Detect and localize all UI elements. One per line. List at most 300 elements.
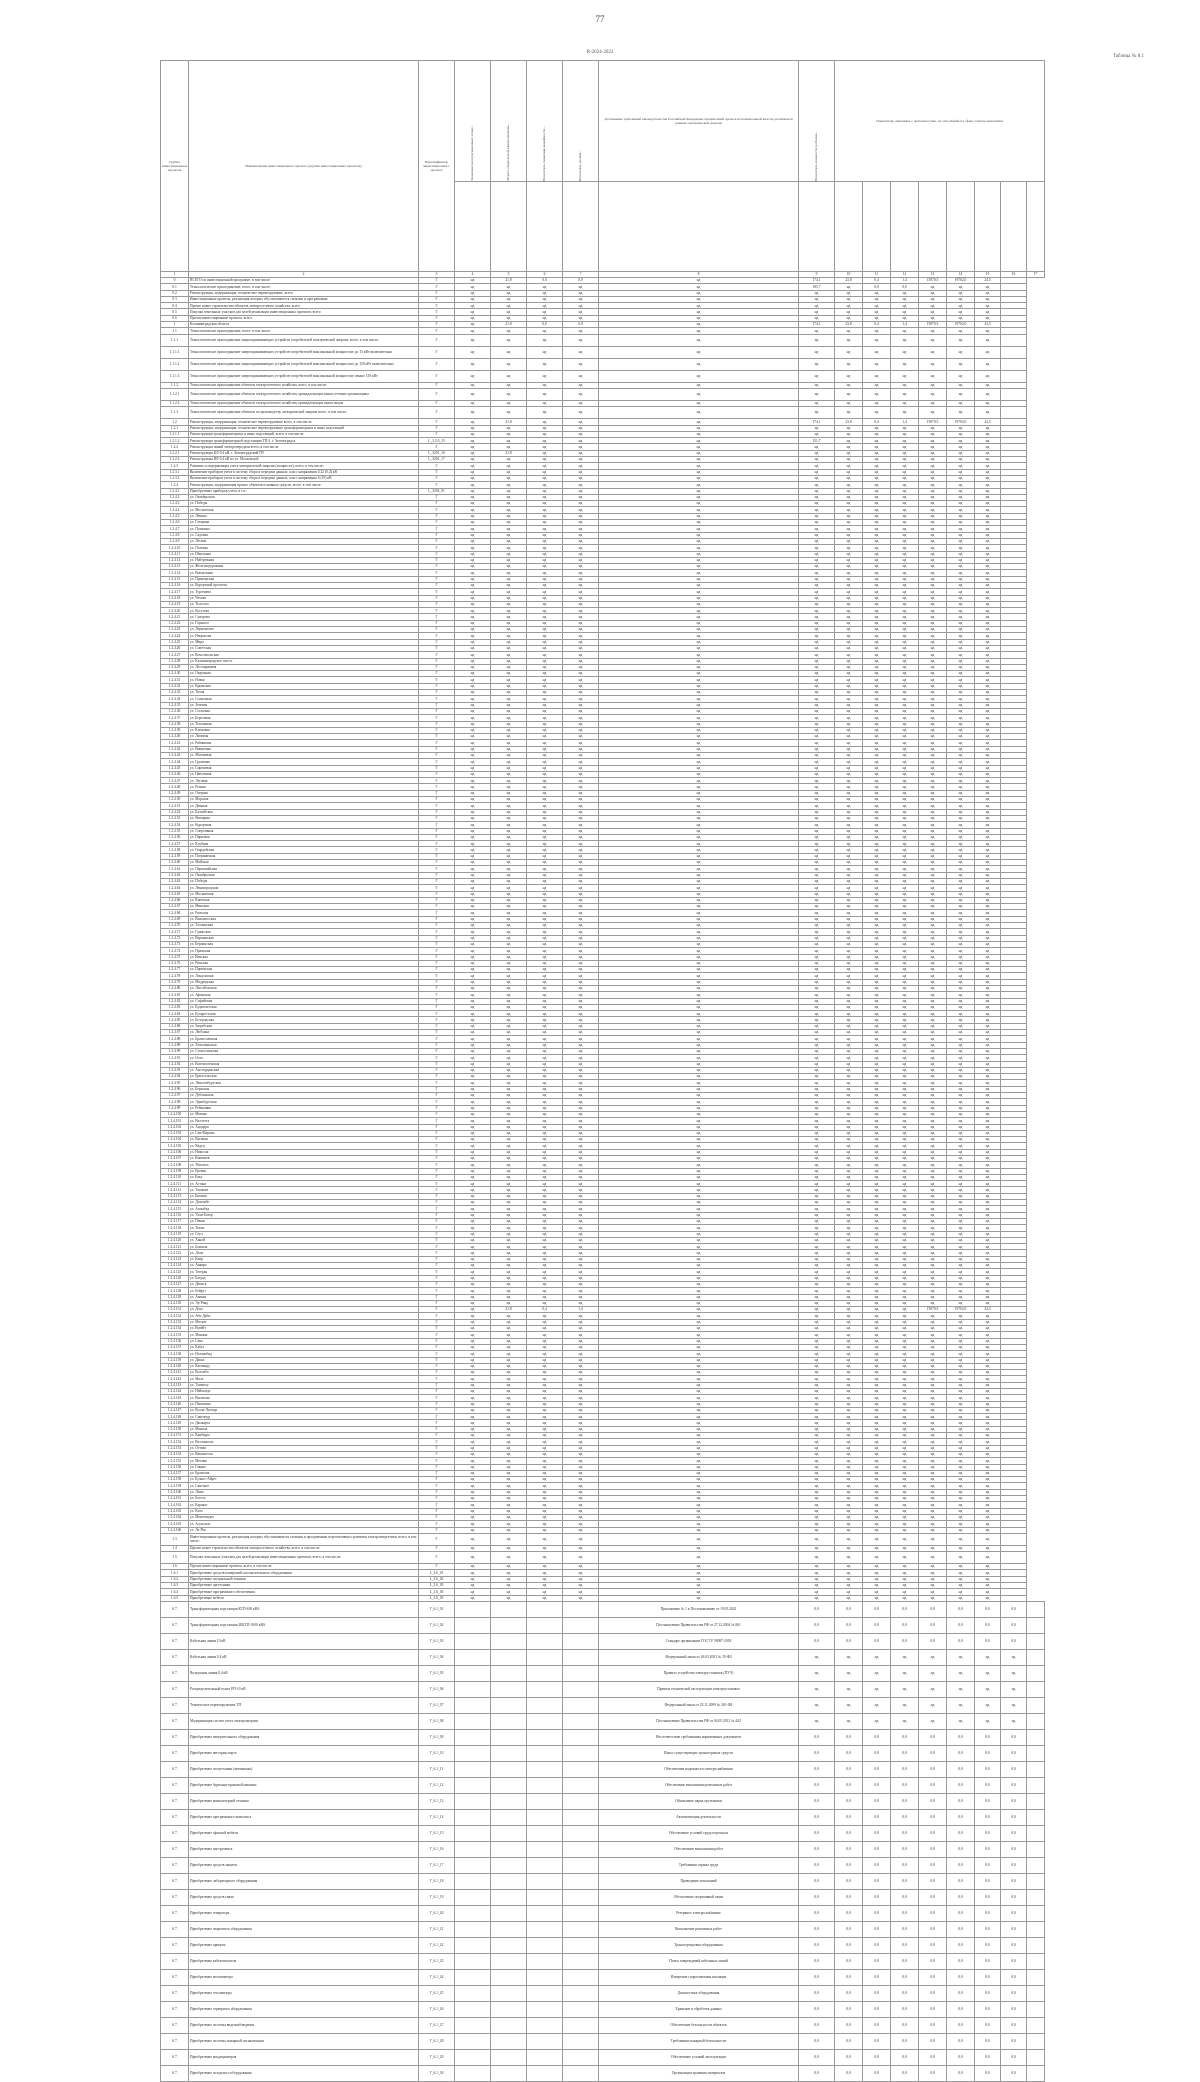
row-value: нд xyxy=(891,358,919,370)
row-name: Реконструкция, модернизация прочих объектов основных средств, всего, в том числе: xyxy=(189,482,419,488)
row-value: нд xyxy=(527,620,563,626)
row-value xyxy=(455,1969,491,1985)
row-value: 1,4 xyxy=(891,322,919,328)
row-value: нд xyxy=(891,438,919,444)
row-value: нд xyxy=(455,1527,491,1533)
row-value: нд xyxy=(975,1439,1001,1445)
row-value: нд xyxy=(527,1395,563,1401)
row-value: нд xyxy=(891,1099,919,1105)
row-value: нд xyxy=(527,904,563,910)
column-number: 10 xyxy=(835,272,863,278)
header-group: Группа инвестиционных проектов xyxy=(161,61,189,272)
row-value: нд xyxy=(863,1011,891,1017)
row-value: нд xyxy=(563,1288,599,1294)
row-value: нд xyxy=(491,1137,527,1143)
row-code: 1.2.4.132 xyxy=(161,1313,189,1319)
row-value: нд xyxy=(491,1483,527,1489)
row-value: нд xyxy=(491,721,527,727)
row-value: нд xyxy=(527,727,563,733)
row-id: Г_6.1_20 xyxy=(419,1905,455,1921)
row-value: нд xyxy=(947,1162,975,1168)
row-value: нд xyxy=(835,904,863,910)
row-value: нд xyxy=(919,482,947,488)
row-value: нд xyxy=(919,1451,947,1457)
row-value: 0,0 xyxy=(1001,1937,1027,1953)
row-value: нд xyxy=(799,538,835,544)
row-value: нд xyxy=(975,1237,1001,1243)
row-value: нд xyxy=(527,1470,563,1476)
row-value: нд xyxy=(563,891,599,897)
row-value: нд xyxy=(491,551,527,557)
row-value: нд xyxy=(891,841,919,847)
row-value: нд xyxy=(527,1382,563,1388)
row-value: нд xyxy=(891,1363,919,1369)
row-value: нд xyxy=(891,475,919,481)
row-value: нд xyxy=(919,916,947,922)
row-value: нд xyxy=(799,1011,835,1017)
row-value xyxy=(1027,2065,1045,2081)
row-value: нд xyxy=(947,1181,975,1187)
row-value: нд xyxy=(947,1388,975,1394)
row-value: нд xyxy=(863,608,891,614)
row-governance: нд xyxy=(599,1583,799,1589)
row-value: нд xyxy=(891,538,919,544)
row-value: нд xyxy=(799,407,835,419)
row-value: нд xyxy=(891,1086,919,1092)
row-value: нд xyxy=(919,948,947,954)
row-value: нд xyxy=(835,1470,863,1476)
row-value: нд xyxy=(919,315,947,321)
row-value: нд xyxy=(563,1055,599,1061)
row-value: нд xyxy=(491,296,527,302)
row-value: нд xyxy=(455,1181,491,1187)
row-value: нд xyxy=(799,985,835,991)
row-value xyxy=(491,1777,527,1793)
row-name: ул. Канберра xyxy=(189,1433,419,1439)
row-value: нд xyxy=(835,1086,863,1092)
row-value: нд xyxy=(891,450,919,456)
row-value: нд xyxy=(799,557,835,563)
row-value: нд xyxy=(799,1313,835,1319)
row-value: нд xyxy=(863,1080,891,1086)
row-value: нд xyxy=(563,444,599,450)
row-governance: Обеспечение оперативной связи xyxy=(599,1889,799,1905)
row-value: нд xyxy=(863,1200,891,1206)
row-value: нд xyxy=(919,671,947,677)
row-value xyxy=(455,1665,491,1681)
row-name: Приобретение тепловизора xyxy=(189,1985,419,2001)
row-value: нд xyxy=(527,1401,563,1407)
table-row xyxy=(161,1665,1045,1681)
row-value: 0,0 xyxy=(975,1633,1001,1649)
row-value: нд xyxy=(975,683,1001,689)
table-row xyxy=(161,1729,1045,1745)
row-value: нд xyxy=(1001,1697,1027,1713)
row-value: 0,0 xyxy=(1001,1921,1027,1937)
row-value: нд xyxy=(491,545,527,551)
row-id: Г xyxy=(419,834,455,840)
row-value: нд xyxy=(863,954,891,960)
row-name: ул. Богота xyxy=(189,1496,419,1502)
row-value: нд xyxy=(975,1344,1001,1350)
row-value: нд xyxy=(919,941,947,947)
row-value: нд xyxy=(863,1168,891,1174)
row-value: нд xyxy=(863,1218,891,1224)
row-value: нд xyxy=(563,834,599,840)
row-governance: Обеспечение условий эксплуатации xyxy=(599,2049,799,2065)
row-value: нд xyxy=(835,582,863,588)
row-id: Г xyxy=(419,1564,455,1570)
row-id: Г xyxy=(419,822,455,828)
row-value: нд xyxy=(799,683,835,689)
row-value: нд xyxy=(527,1527,563,1533)
row-code: 6.7 xyxy=(161,1937,189,1953)
row-value: нд xyxy=(975,696,1001,702)
row-value: нд xyxy=(491,1244,527,1250)
row-code: 1.2.4.159 xyxy=(161,1483,189,1489)
row-value: нд xyxy=(491,370,527,382)
row-governance: нд xyxy=(599,1395,799,1401)
row-value: нд xyxy=(947,708,975,714)
row-name: ул. Брюссельская xyxy=(189,1074,419,1080)
row-value: нд xyxy=(491,457,527,463)
row-name: ул. Московская xyxy=(189,507,419,513)
row-name: ул. Асунсьон xyxy=(189,1521,419,1527)
row-value: нд xyxy=(975,1477,1001,1483)
row-id: Г xyxy=(419,904,455,910)
row-name: Реконструкция ВЛ-0,4 кВ по ул. Московской xyxy=(189,457,419,463)
row-name: ул. Братиславская xyxy=(189,1036,419,1042)
row-value: нд xyxy=(455,1326,491,1332)
row-value: нд xyxy=(563,1420,599,1426)
row-governance: Несоответствие требованиям нормативных документов xyxy=(599,1729,799,1745)
row-governance: нд xyxy=(599,425,799,431)
row-value: нд xyxy=(491,532,527,538)
row-name: ул. Суворова xyxy=(189,614,419,620)
row-id: Г xyxy=(419,608,455,614)
row-value: нд xyxy=(491,482,527,488)
row-value: нд xyxy=(835,1451,863,1457)
row-id: Г_6.1_02 xyxy=(419,1617,455,1633)
row-value: нд xyxy=(563,658,599,664)
row-name: Модернизация систем учета электроэнергии xyxy=(189,1713,419,1729)
row-governance: нд xyxy=(599,388,799,400)
row-governance: нд xyxy=(599,1388,799,1394)
row-value: нд xyxy=(527,633,563,639)
row-value: нд xyxy=(527,872,563,878)
row-governance: Резервное электроснабжение xyxy=(599,1905,799,1921)
row-id: Г xyxy=(419,1099,455,1105)
row-name: Приобретение специальной техники xyxy=(189,1576,419,1582)
row-value: нд xyxy=(799,1156,835,1162)
row-value: нд xyxy=(799,482,835,488)
row-value: нд xyxy=(799,834,835,840)
row-value: нд xyxy=(799,582,835,588)
row-value: нд xyxy=(527,1187,563,1193)
row-id: Г xyxy=(419,1426,455,1432)
row-value: нд xyxy=(455,1564,491,1570)
row-code: 1.2.4.11 xyxy=(161,551,189,557)
row-value: нд xyxy=(919,1458,947,1464)
row-governance: нд xyxy=(599,309,799,315)
row-value: нд xyxy=(491,948,527,954)
row-value: нд xyxy=(491,488,527,494)
row-governance: нд xyxy=(599,803,799,809)
row-value: нд xyxy=(975,639,1001,645)
row-code: 1.2.4.61 xyxy=(161,866,189,872)
row-value: 0,0 xyxy=(919,2033,947,2049)
row-name: ул. Оттава xyxy=(189,1445,419,1451)
row-value: нд xyxy=(891,1319,919,1325)
table-row xyxy=(161,1921,1045,1937)
row-value: нд xyxy=(919,1514,947,1520)
row-value: 0,0 xyxy=(975,1985,1001,2001)
row-id: Г xyxy=(419,1451,455,1457)
row-value: 0,0 xyxy=(799,1777,835,1793)
row-value: нд xyxy=(975,1300,1001,1306)
row-value xyxy=(563,1681,599,1697)
row-value: нд xyxy=(491,444,527,450)
column-number: 9 xyxy=(799,272,835,278)
row-name: ул. Дюнная xyxy=(189,803,419,809)
row-value: нд xyxy=(863,589,891,595)
row-value: нд xyxy=(975,1395,1001,1401)
row-value: нд xyxy=(947,538,975,544)
row-value: нд xyxy=(863,1300,891,1306)
row-value: нд xyxy=(919,1552,947,1564)
row-value: нд xyxy=(563,488,599,494)
row-value xyxy=(1027,1697,1045,1713)
row-value: нд xyxy=(491,1086,527,1092)
row-id: Г xyxy=(419,570,455,576)
row-value: нд xyxy=(835,1697,863,1713)
table-row xyxy=(161,1713,1045,1729)
row-value: нд xyxy=(919,1143,947,1149)
row-value: нд xyxy=(863,1477,891,1483)
row-value: нд xyxy=(563,1061,599,1067)
row-value: 0,0 xyxy=(947,1937,975,1953)
row-value xyxy=(1001,358,1027,370)
table-row xyxy=(161,388,1045,400)
row-value: нд xyxy=(455,328,491,334)
row-value: нд xyxy=(947,664,975,670)
row-value: нд xyxy=(527,1200,563,1206)
row-governance: нд xyxy=(599,450,799,456)
row-value: нд xyxy=(863,438,891,444)
row-value: нд xyxy=(947,1496,975,1502)
row-value: нд xyxy=(975,334,1001,346)
row-value: нд xyxy=(799,979,835,985)
row-value: нд xyxy=(891,1237,919,1243)
row-value: 0,0 xyxy=(863,1873,891,1889)
row-value: нд xyxy=(455,1206,491,1212)
row-code: 1.1.1 xyxy=(161,334,189,346)
row-value: нд xyxy=(527,853,563,859)
row-code: 1.6 xyxy=(161,1564,189,1570)
row-value: нд xyxy=(527,1357,563,1363)
row-value: нд xyxy=(975,538,1001,544)
row-value: нд xyxy=(491,1200,527,1206)
row-value xyxy=(491,1601,527,1617)
row-id: Г_6.1_17 xyxy=(419,1857,455,1873)
row-value: 0,0 xyxy=(863,1857,891,1873)
row-value: нд xyxy=(491,715,527,721)
row-value: нд xyxy=(835,1388,863,1394)
row-value: нд xyxy=(455,1086,491,1092)
row-value: нд xyxy=(947,501,975,507)
row-value: нд xyxy=(527,1458,563,1464)
row-value: нд xyxy=(799,1124,835,1130)
row-value: нд xyxy=(863,1174,891,1180)
row-value xyxy=(455,1825,491,1841)
row-value: нд xyxy=(835,910,863,916)
row-value: нд xyxy=(891,1162,919,1168)
row-value: нд xyxy=(799,1401,835,1407)
row-value: нд xyxy=(891,1407,919,1413)
row-id: Г_6.1_25 xyxy=(419,1985,455,2001)
row-value: нд xyxy=(975,822,1001,828)
row-value: нд xyxy=(527,1130,563,1136)
row-value: нд xyxy=(835,822,863,828)
row-name: Приобретение сварочного оборудования xyxy=(189,1921,419,1937)
row-value: нд xyxy=(799,960,835,966)
row-value: нд xyxy=(835,1067,863,1073)
row-value: нд xyxy=(491,538,527,544)
row-value: 0,0 xyxy=(799,2017,835,2033)
row-value: нд xyxy=(975,576,1001,582)
row-name: Приобретение кондиционеров xyxy=(189,2049,419,2065)
table-row xyxy=(161,1969,1045,1985)
row-value xyxy=(527,1937,563,1953)
row-value: нд xyxy=(455,702,491,708)
row-value: нд xyxy=(835,860,863,866)
row-value: нд xyxy=(835,1477,863,1483)
row-value: нд xyxy=(975,1137,1001,1143)
row-value: нд xyxy=(799,1344,835,1350)
row-value: нд xyxy=(799,1370,835,1376)
row-value: нд xyxy=(975,1464,1001,1470)
row-value: нд xyxy=(491,303,527,309)
row-value: нд xyxy=(863,431,891,437)
row-value: нд xyxy=(919,557,947,563)
row-code: 1.2.4.71 xyxy=(161,929,189,935)
row-governance: нд xyxy=(599,595,799,601)
row-value: нд xyxy=(863,526,891,532)
row-value: нд xyxy=(799,382,835,388)
row-value: нд xyxy=(527,1370,563,1376)
row-code: 1.2.4.76 xyxy=(161,960,189,966)
row-value: нд xyxy=(947,645,975,651)
row-value: нд xyxy=(527,284,563,290)
row-code: 1.2.4.107 xyxy=(161,1156,189,1162)
row-governance: нд xyxy=(599,847,799,853)
row-value: нд xyxy=(563,1137,599,1143)
row-value: нд xyxy=(947,1351,975,1357)
row-value: нд xyxy=(919,841,947,847)
row-name: Технологическое присоединение энергопринимающих устройств потребителей максимальной мощностью свыше 150 кВт xyxy=(189,370,419,382)
row-name: ул. Каракас xyxy=(189,1502,419,1508)
row-name: ул. Мехико xyxy=(189,1458,419,1464)
row-name: Приобретение системы видеонаблюдения xyxy=(189,2017,419,2033)
row-value: нд xyxy=(563,1521,599,1527)
row-governance: нд xyxy=(599,935,799,941)
row-value: 0,0 xyxy=(975,2049,1001,2065)
row-value: нд xyxy=(799,1527,835,1533)
row-value: нд xyxy=(919,1067,947,1073)
row-value: нд xyxy=(919,1023,947,1029)
row-value: нд xyxy=(491,935,527,941)
row-name: Реконструкция трансформаторной подстанции ТП-2, г. Зеленоградск xyxy=(189,438,419,444)
row-value: нд xyxy=(835,1200,863,1206)
row-value: нд xyxy=(863,1067,891,1073)
row-value: нд xyxy=(863,1030,891,1036)
row-value: нд xyxy=(563,431,599,437)
row-value: нд xyxy=(527,1338,563,1344)
table-row xyxy=(161,358,1045,370)
row-value: нд xyxy=(975,960,1001,966)
row-value: нд xyxy=(455,998,491,1004)
row-value xyxy=(527,1697,563,1713)
row-name: ул. Афинская xyxy=(189,992,419,998)
row-value: нд xyxy=(919,284,947,290)
row-governance: нд xyxy=(599,1244,799,1250)
row-value: 0,0 xyxy=(891,284,919,290)
row-value: нд xyxy=(491,582,527,588)
row-value: нд xyxy=(527,998,563,1004)
row-governance: нд xyxy=(599,790,799,796)
row-value: нд xyxy=(563,1263,599,1269)
row-value: нд xyxy=(863,1193,891,1199)
row-value: нд xyxy=(863,1713,891,1729)
row-name: ул. Анкара xyxy=(189,1263,419,1269)
row-value xyxy=(491,1873,527,1889)
row-value: нд xyxy=(563,809,599,815)
row-value: нд xyxy=(947,866,975,872)
row-value: нд xyxy=(799,765,835,771)
row-value: нд xyxy=(863,822,891,828)
row-value: нд xyxy=(527,652,563,658)
row-value: нд xyxy=(527,910,563,916)
row-value: нд xyxy=(863,1137,891,1143)
row-value: нд xyxy=(863,759,891,765)
row-value: нд xyxy=(863,1055,891,1061)
row-value: нд xyxy=(919,1589,947,1595)
row-name: ул. Сеул xyxy=(189,1231,419,1237)
row-value: нд xyxy=(455,658,491,664)
row-value: нд xyxy=(799,1030,835,1036)
row-value: нд xyxy=(527,431,563,437)
row-value: нд xyxy=(563,740,599,746)
row-value: нд xyxy=(527,885,563,891)
row-value: нд xyxy=(563,690,599,696)
row-value: нд xyxy=(947,614,975,620)
table-row xyxy=(161,1985,1045,2001)
row-governance: Выполнение ремонтных работ xyxy=(599,1921,799,1937)
row-value xyxy=(455,2049,491,2065)
row-value: нд xyxy=(919,1036,947,1042)
row-value: 0,0 xyxy=(975,1921,1001,1937)
row-value: нд xyxy=(863,290,891,296)
row-value: нд xyxy=(919,431,947,437)
header-col-e: Показатель снижения аварийности... xyxy=(527,61,563,182)
row-value: нд xyxy=(919,1426,947,1432)
row-value: нд xyxy=(975,545,1001,551)
row-id: Г xyxy=(419,1275,455,1281)
row-value: нд xyxy=(891,633,919,639)
row-value: 0,0 xyxy=(947,1889,975,1905)
row-value: нд xyxy=(863,671,891,677)
row-value: нд xyxy=(835,878,863,884)
